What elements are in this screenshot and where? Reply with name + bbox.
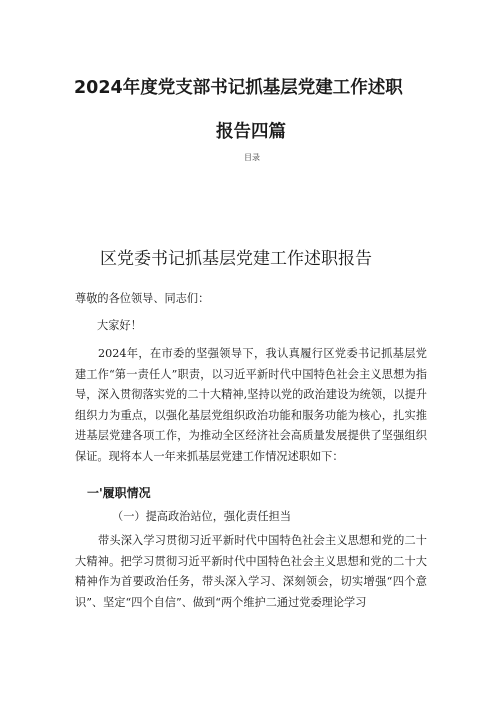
section-heading: 一'履职情况: [87, 486, 151, 500]
greeting: 大家好！: [97, 319, 142, 332]
salutation: 尊敬的各位领导、同志们：: [75, 292, 210, 305]
document-title-line1: 2024年度党支部书记抓基层党建工作述职: [74, 78, 403, 98]
report-title: 区党委书记抓基层党建工作述职报告: [100, 249, 372, 269]
toc-label: 目录: [244, 153, 260, 162]
paragraph-study: 带头深入学习贯彻习近平新时代中国特色社会主义思想和党的二十大精神。把学习贯彻习近平新时代中国特色社会主义思想和党的二十大精神作为首要政治任务，带头深入学习、深刻领会，切实增强“四个意识”、坚定“四个自信”、做到“两个维护二通过党委理论学习: [75, 534, 427, 609]
document-title-line2: 报告四篇: [216, 122, 286, 142]
subsection-heading: （一）提高政治站位，强化责任担当: [112, 510, 292, 523]
paragraph-intro: 2024年，在市委的坚强领导下，我认真履行区党委书记抓基层党建工作“第一责任人”职责，以习近平新时代中国特色社会主义思想为指导，深入贯彻落实党的二十大精神,坚持以党的政治建设为统领，以提升组织力为重点，以强化基层党组织政治功能和服务功能为核心，扎实推进基层党建各项工作，为推动全区经济社会高质量发展提供了坚强组织保证。现将本人一年来抓基层党建工作情况述职如下：: [75, 347, 427, 463]
